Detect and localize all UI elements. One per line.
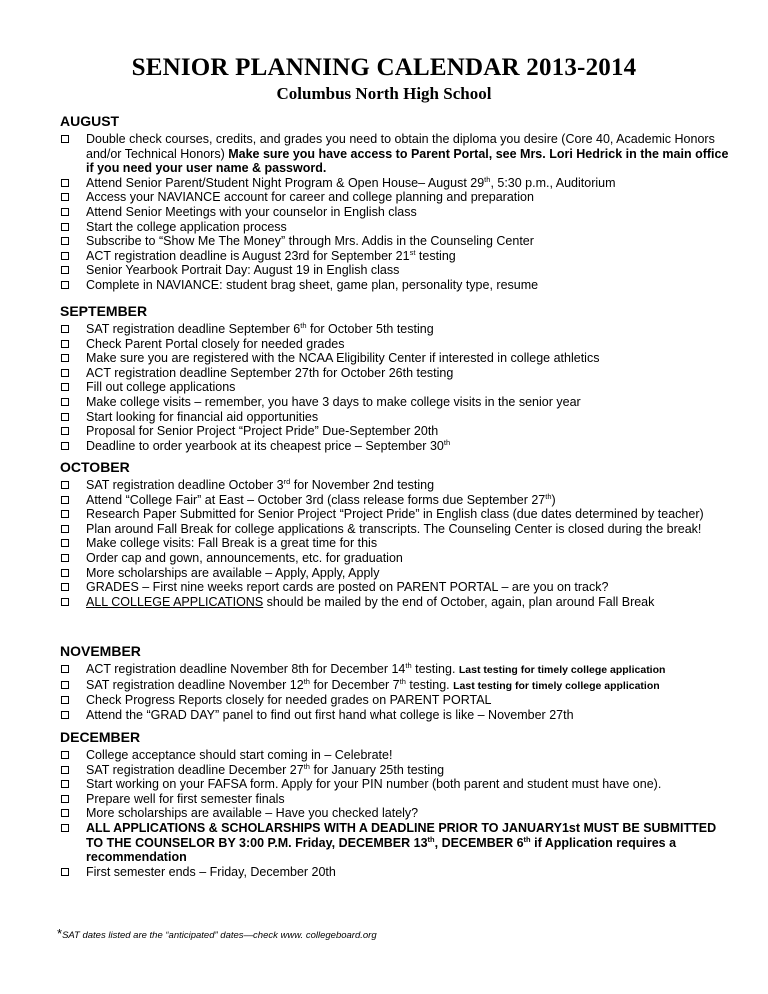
section-heading: NOVEMBER [60, 643, 141, 659]
checkbox-icon[interactable] [61, 223, 69, 231]
checkbox-icon[interactable] [61, 665, 69, 673]
checkbox-icon[interactable] [61, 383, 69, 391]
checklist [60, 132, 730, 293]
list-item: Senior Yearbook Portrait Day: August 19 in English class [60, 263, 730, 278]
checkbox-icon[interactable] [61, 510, 69, 518]
footnote: *SAT dates listed are the “anticipated” dates—check www. collegeboard.org [57, 926, 377, 941]
list-item: Check Progress Reports closely for needed grades on PARENT PORTAL [60, 693, 730, 708]
list-item: SAT registration deadline November 12th for December 7th testing. Last testing for timely college application [60, 678, 730, 694]
section-heading: DECEMBER [60, 729, 141, 745]
september-section [60, 303, 730, 453]
checkbox-icon[interactable] [61, 569, 69, 577]
list-item: Make college visits: Fall Break is a great time for this [60, 536, 730, 551]
list-item: Proposal for Senior Project “Project Pride” Due-September 20th [60, 424, 730, 439]
list-item: Start looking for financial aid opportunities [60, 410, 730, 425]
list-item: Check Parent Portal closely for needed grades [60, 337, 730, 352]
checkbox-icon[interactable] [61, 354, 69, 362]
list-item: Deadline to order yearbook at its cheapest price – September 30th [60, 439, 730, 454]
checkbox-icon[interactable] [61, 809, 69, 817]
list-item: ALL COLLEGE APPLICATIONS should be mailed by the end of October, again, plan around Fall Break [60, 595, 730, 610]
list-item: ACT registration deadline is August 23rd for September 21st testing [60, 249, 730, 264]
checklist [60, 322, 730, 453]
checkbox-icon[interactable] [61, 598, 69, 606]
checkbox-icon[interactable] [61, 780, 69, 788]
list-item: Make sure you are registered with the NCAA Eligibility Center if interested in college athletics [60, 351, 730, 366]
december-section [60, 729, 730, 879]
checkbox-icon[interactable] [61, 208, 69, 216]
list-item: Attend Senior Parent/Student Night Program & Open House– August 29th, 5:30 p.m., Auditorium [60, 176, 730, 191]
section-heading: OCTOBER [60, 459, 130, 475]
list-item: Attend Senior Meetings with your counselor in English class [60, 205, 730, 220]
checkbox-icon[interactable] [61, 481, 69, 489]
page-subtitle: Columbus North High School [276, 84, 492, 103]
list-item: Complete in NAVIANCE: student brag sheet, game plan, personality type, resume [60, 278, 730, 293]
checkbox-icon[interactable] [61, 179, 69, 187]
list-item: SAT registration deadline September 6th for October 5th testing [60, 322, 730, 337]
list-item: Attend “College Fair” at East – October 3rd (class release forms due September 27th) [60, 493, 730, 508]
november-section [60, 643, 730, 722]
checkbox-icon[interactable] [61, 237, 69, 245]
checkbox-icon[interactable] [61, 868, 69, 876]
checkbox-icon[interactable] [61, 525, 69, 533]
checkbox-icon[interactable] [61, 496, 69, 504]
list-item: ALL APPLICATIONS & SCHOLARSHIPS WITH A DEADLINE PRIOR TO JANUARY1st MUST BE SUBMITTED TO THE COUNSELOR BY 3:00 P.M. Friday, DECEMBER 13th, DECEMBER 6th if Application requires a recommendation [60, 821, 730, 865]
list-item: Order cap and gown, announcements, etc. for graduation [60, 551, 730, 566]
list-item: Plan around Fall Break for college applications & transcripts. The Counseling Center is closed during the break! [60, 522, 730, 537]
checklist [60, 478, 730, 609]
checkbox-icon[interactable] [61, 281, 69, 289]
list-item: Subscribe to “Show Me The Money” through Mrs. Addis in the Counseling Center [60, 234, 730, 249]
october-section [60, 459, 730, 609]
checkbox-icon[interactable] [61, 681, 69, 689]
checklist [60, 662, 730, 722]
list-item: More scholarships are available – Have you checked lately? [60, 806, 730, 821]
page-title: SENIOR PLANNING CALENDAR 2013-2014 [131, 54, 637, 81]
list-item: GRADES – First nine weeks report cards are posted on PARENT PORTAL – are you on track? [60, 580, 730, 595]
checkbox-icon[interactable] [61, 193, 69, 201]
checkbox-icon[interactable] [61, 427, 69, 435]
checkbox-icon[interactable] [61, 413, 69, 421]
section-heading: SEPTEMBER [60, 303, 148, 319]
august-section [60, 113, 730, 293]
checkbox-icon[interactable] [61, 539, 69, 547]
checkbox-icon[interactable] [61, 340, 69, 348]
checkbox-icon[interactable] [61, 824, 69, 832]
checkbox-icon[interactable] [61, 795, 69, 803]
list-item: ACT registration deadline November 8th for December 14th testing. Last testing for timely college application [60, 662, 730, 678]
list-item: SAT registration deadline October 3rd for November 2nd testing [60, 478, 730, 493]
list-item: Make college visits – remember, you have 3 days to make college visits in the senior year [60, 395, 730, 410]
list-item: More scholarships are available – Apply, Apply, Apply [60, 566, 730, 581]
checklist [60, 748, 730, 879]
list-item: ACT registration deadline September 27th for October 26th testing [60, 366, 730, 381]
list-item: Start the college application process [60, 220, 730, 235]
list-item: First semester ends – Friday, December 20th [60, 865, 730, 880]
list-item: Fill out college applications [60, 380, 730, 395]
checkbox-icon[interactable] [61, 583, 69, 591]
checkbox-icon[interactable] [61, 751, 69, 759]
checkbox-icon[interactable] [61, 442, 69, 450]
checkbox-icon[interactable] [61, 135, 69, 143]
list-item: Access your NAVIANCE account for career and college planning and preparation [60, 190, 730, 205]
checkbox-icon[interactable] [61, 369, 69, 377]
list-item: Attend the “GRAD DAY” panel to find out first hand what college is like – November 27th [60, 708, 730, 723]
list-item: Research Paper Submitted for Senior Project “Project Pride” in English class (due dates determined by teacher) [60, 507, 730, 522]
checkbox-icon[interactable] [61, 696, 69, 704]
list-item: Double check courses, credits, and grades you need to obtain the diploma you desire (Core 40, Academic Honors and/or Technical Honors) Make sure you have access to Parent Portal, see Mrs. Lori Hedrick in the main office if you need your user name & password. [60, 132, 730, 176]
checkbox-icon[interactable] [61, 398, 69, 406]
checkbox-icon[interactable] [61, 554, 69, 562]
checkbox-icon[interactable] [61, 325, 69, 333]
checkbox-icon[interactable] [61, 266, 69, 274]
list-item: College acceptance should start coming in – Celebrate! [60, 748, 730, 763]
list-item: Start working on your FAFSA form. Apply for your PIN number (both parent and student must have one). [60, 777, 730, 792]
section-heading: AUGUST [60, 113, 120, 129]
checkbox-icon[interactable] [61, 766, 69, 774]
checkbox-icon[interactable] [61, 252, 69, 260]
checkbox-icon[interactable] [61, 711, 69, 719]
list-item: SAT registration deadline December 27th for January 25th testing [60, 763, 730, 778]
list-item: Prepare well for first semester finals [60, 792, 730, 807]
